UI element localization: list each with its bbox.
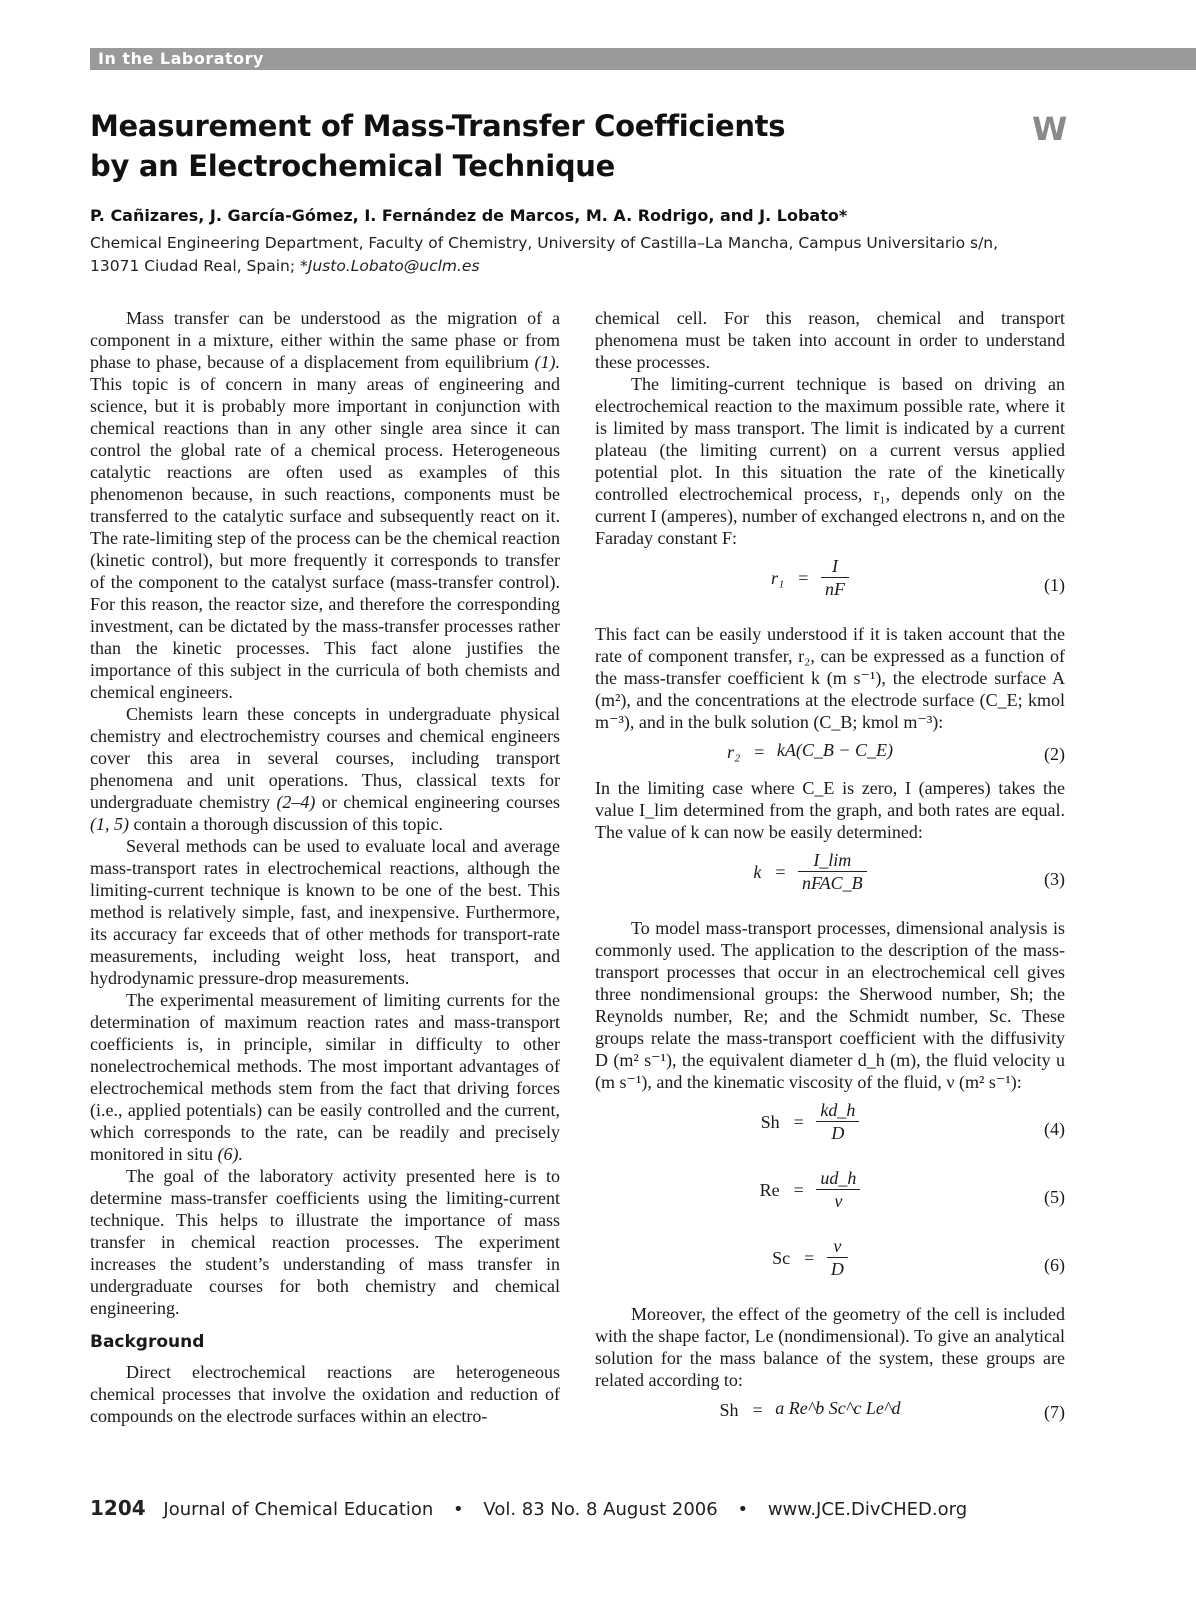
section-banner (90, 48, 1196, 70)
paragraph (90, 307, 560, 703)
page-footer (90, 1496, 967, 1520)
paragraph: This fact can be easily understood if it is taken account that the rate of component transfer, r₂, can be expressed as a function of the mass-transfer coefficient k (m s⁻¹), the electrode surface A (m²), and the concentrations at the electrode surface (C_E; kmol m⁻³), and in the bulk solution (C_B; kmol m⁻³): (595, 624, 1065, 732)
right-column (595, 307, 1065, 1435)
web-material-icon: W (1032, 110, 1066, 148)
equation-numerator: kd_h (816, 1099, 859, 1122)
section-label: In the Laboratory (98, 49, 264, 68)
equation-number: (7) (1044, 1402, 1065, 1422)
paragraph: chemical cell. For this reason, chemical and transport phenomena must be taken into account in order to understand these processes. (595, 308, 1065, 372)
paragraph: The limiting-current technique is based on driving an electrochemical reaction to the maximum possible rate, where it is limited by mass transport. The limit is indicated by a current plateau (the limiting current) on a current versus applied potential plot. In this situation the rate of the kinetically controlled electrochemical process, r₁, depends only on the current I (amperes), number of exchanged electrons n, and on the Faraday constant F: (595, 374, 1065, 548)
equation-5: Re = $\frac{ud\_h}{\nu}$ (5) (759, 1168, 1065, 1211)
left-column (90, 307, 560, 1427)
equation-number: (4) (1044, 1119, 1065, 1139)
text-run: This topic is of concern in many areas of engineering and science, but it is probably more important in conjunction with chemical reactions than in any other single area since it can control the global rate of a chemical process. Heterogeneous catalytic reactions are often used as examples of this phenomenon because, in such reactions, components must be transferred to the catalytic surface and subsequently react on it. The rate-limiting step of the process can be the chemical reaction (kinetic control), but more frequently it corresponds to transfer of the component to the catalyst surface (mass-transfer control). For this reason, the reactor size, and therefore the corresponding investment, can be dictated by the mass-transfer processes rather than the kinetic processes. This fact alone justifies the importance of this subject in the curricula of both chemists and chemical engineers. (90, 374, 560, 702)
equation-numerator: I_lim (798, 849, 867, 872)
bullet-separator: • (737, 1499, 749, 1520)
text-run: Mass transfer can be understood as the migration of a component in a mixture, either within the same phase or from phase to phase, because of a displacement from equilibrium (90, 308, 560, 372)
paragraph: Direct electrochemical reactions are heterogeneous chemical processes that involve the oxidation and reduction of compounds on the electrode surfaces within an electro- (90, 1362, 560, 1426)
equation-lhs: Sc (772, 1247, 791, 1268)
affiliation-address: 13071 Ciudad Real, Spain; * (90, 257, 308, 275)
citation: (6). (217, 1144, 243, 1164)
equation-1: r₁ = $\frac{I}{nF}$ (1) (771, 556, 1065, 599)
equation-lhs: Sh (760, 1111, 780, 1132)
equation-numerator: I (821, 555, 849, 578)
text-run: Chemists learn these concepts in undergraduate physical chemistry and electrochemistry courses and chemical engineers cover this area in several courses, including transport phenomena and unit operations. Thus, classical texts for undergraduate chemistry (90, 704, 560, 812)
equation-number: (3) (1044, 869, 1065, 889)
citation: (1, 5) (90, 814, 129, 834)
equation-2: r₂ = kA(C_B − C_E) (2) (726, 740, 1065, 764)
section-heading: Background (90, 1332, 205, 1352)
equation-lhs: r₂ (726, 741, 741, 762)
text-run: contain a thorough discussion of this topic. (129, 814, 443, 834)
equation-lhs: Re (759, 1179, 780, 1200)
paragraph: In the limiting case where C_E is zero, I (amperes) takes the value I_lim determined from the graph, and both rates are equal. The value of k can now be easily determined: (595, 778, 1065, 842)
equation-denominator: D (831, 1123, 845, 1143)
equation-number: (1) (1044, 575, 1065, 595)
author-list: P. Cañizares, J. García-Gómez, I. Fernández de Marcos, M. A. Rodrigo, and J. Lobato* (90, 206, 848, 225)
bullet-separator: • (453, 1499, 464, 1520)
equation-3: k = $\frac{I\_\lim}{\text{nFAC\_B}}$ (3) (753, 850, 1065, 893)
equation-lhs: r₁ (771, 567, 785, 588)
paragraph: Moreover, the effect of the geometry of the cell is included with the shape factor, Le (nondimensional). To give an analytical solution for the mass balance of the system, these groups are related according to: (595, 1304, 1065, 1390)
paragraph (90, 989, 560, 1165)
author-email: Justo.Lobato@uclm.es (307, 257, 480, 275)
text-run: or chemical engineering courses (315, 792, 560, 812)
journal-url[interactable]: www.JCE.DivCHED.org (767, 1499, 968, 1520)
equation-lhs: Sh (719, 1399, 739, 1420)
paragraph: To model mass-transport processes, dimensional analysis is commonly used. The application to the description of the mass-transport processes that occur in an electrochemical cell gives three nondimensional groups: the Sherwood number, Sh; the Reynolds number, Re; and the Schmidt number, Sc. These groups relate the mass-transport coefficient with the diffusivity D (m² s⁻¹), the equivalent diameter d_h (m), the fluid velocity u (m s⁻¹), and the kinematic viscosity of the fluid, ν (m² s⁻¹): (595, 918, 1065, 1092)
equation-6: Sc = $\frac{\nu}{D}$ (6) (772, 1236, 1065, 1279)
equation-numerator: ν (827, 1235, 848, 1258)
paragraph (90, 703, 560, 835)
equation-rhs: kA(C_B − C_E) (776, 740, 894, 760)
title-line-2: by an Electrochemical Technique (90, 149, 616, 183)
journal-name: Journal of Chemical Education (163, 1499, 434, 1520)
affiliation-line-2 (90, 255, 1090, 278)
paragraph: Several methods can be used to evaluate local and average mass-transport rates in electrochemical reactions, although the limiting-current technique is known to be one of the best. This method is relatively simple, fast, and inexpensive. Furthermore, its accuracy far exceeds that of other methods for transport-rate measurements, including weight loss, heat transport, and hydrodynamic pressure-drop measurements. (90, 836, 560, 988)
equation-denominator: D (830, 1259, 844, 1279)
text-run: The experimental measurement of limiting currents for the determination of maximum reaction rates and mass-transport coefficients is, in principle, similar in difficulty to other nonelectrochemical methods. The most important advantages of electrochemical methods stem from the fact that driving forces (i.e., applied potentials) can be easily controlled and the current, which corresponds to the rate, can be readily and precisely monitored in situ (90, 990, 560, 1164)
equation-rhs: a Re^b Sc^c Le^d (775, 1398, 901, 1418)
citation: (2–4) (276, 792, 316, 812)
affiliation-line-1: Chemical Engineering Department, Faculty of Chemistry, University of Castilla–La Mancha, Campus Universitario s/n, (90, 234, 999, 252)
equation-number: (6) (1044, 1255, 1065, 1275)
equation-denominator: nF (824, 579, 845, 599)
paragraph: The goal of the laboratory activity presented here is to determine mass-transfer coefficients using the limiting-current technique. This helps to illustrate the importance of mass transfer in chemical reaction processes. The experiment increases the student’s understanding of mass transfer in undergraduate courses for both chemistry and chemical engineering. (90, 1166, 560, 1318)
equation-numerator: ud_h (816, 1167, 860, 1190)
equation-7: Sh = a Re^b Sc^c Le^d (7) (719, 1398, 1065, 1422)
affiliation (90, 232, 1090, 278)
article-title (90, 106, 990, 186)
volume-info: Vol. 83 No. 8 August 2006 (483, 1499, 718, 1520)
title-line-1: Measurement of Mass-Transfer Coefficients (90, 109, 786, 143)
equation-number: (2) (1044, 744, 1065, 764)
equation-4: Sh = $\frac{kd\_h}{D}$ (4) (760, 1100, 1065, 1143)
equation-denominator: ν (834, 1191, 843, 1211)
equation-number: (5) (1044, 1187, 1065, 1207)
equation-denominator: nFAC_B (801, 873, 863, 893)
page-number: 1204 (90, 1496, 146, 1520)
equation-lhs: k (753, 861, 762, 882)
citation: (1). (534, 352, 560, 372)
